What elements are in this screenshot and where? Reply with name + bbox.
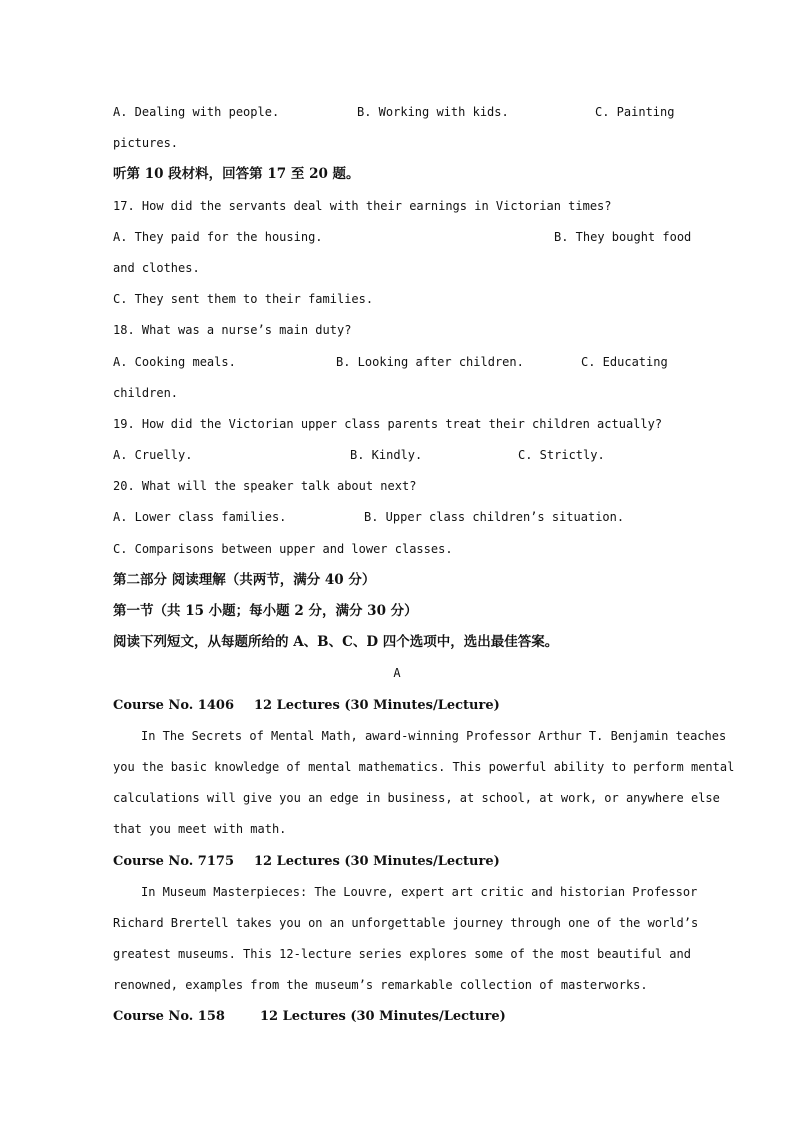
course-lectures: 12 Lectures (30 Minutes/Lecture): [254, 697, 500, 713]
course-number: Course No. 7175: [113, 853, 234, 869]
course-1406-header: [113, 690, 681, 721]
q17-options-row: [113, 222, 692, 253]
course-lectures: 12 Lectures (30 Minutes/Lecture): [254, 853, 500, 869]
q18-options-row: [113, 347, 681, 378]
q16-option-b: B. Working with kids.: [357, 105, 509, 119]
passage-label: A: [393, 666, 401, 681]
course-1406-text-line: you the basic knowledge of mental mathematics. This powerful ability to perform mental: [113, 759, 735, 774]
course-number: Course No. 158: [113, 1009, 225, 1025]
q16-option-c-continued: pictures.: [113, 136, 179, 151]
q16-option-a: A. Dealing with people.: [113, 105, 280, 119]
q17-stem: 17. How did the servants deal with their earnings in Victorian times?: [113, 198, 612, 213]
q19-option-c: C. Strictly.: [518, 448, 605, 463]
course-158-header: [113, 1001, 681, 1032]
q17-option-c: C. They sent them to their families.: [113, 292, 374, 307]
q20-stem: 20. What will the speaker talk about next?: [113, 479, 417, 494]
page-content: [113, 97, 735, 1033]
course-1406-text-line: that you meet with math.: [113, 822, 287, 837]
q18-option-a: A. Cooking meals.: [113, 354, 236, 369]
course-7175-header: [113, 846, 681, 877]
q16-option-c: C. Painting: [595, 105, 675, 119]
q20-option-c: C. Comparisons between upper and lower classes.: [113, 541, 453, 556]
q18-option-b: B. Looking after children.: [336, 354, 524, 369]
q18-option-c: C. Educating: [581, 354, 668, 369]
q20-option-a: A. Lower class families.: [113, 510, 287, 525]
course-1406-text-line: calculations will give you an edge in business, at school, at work, or anywhere else: [113, 791, 720, 806]
course-7175-text-line: In Museum Masterpieces: The Louvre, expert art critic and historian Professor: [141, 884, 698, 899]
q19-option-a: A. Cruelly.: [113, 448, 193, 463]
course-number: Course No. 1406: [113, 697, 234, 713]
part2-heading: 第二部分 阅读理解（共两节，满分 40 分）: [113, 571, 376, 588]
course-7175-text-line: Richard Brertell takes you on an unforgettable journey through one of the world’s: [113, 915, 699, 930]
course-lectures: 12 Lectures (30 Minutes/Lecture): [260, 1009, 506, 1025]
q18-stem: 18. What was a nurse’s main duty?: [113, 323, 352, 338]
q19-options-row: [113, 440, 681, 471]
q17-option-b-continued: and clothes.: [113, 260, 200, 275]
q16-options-row: [113, 97, 681, 128]
section-10-heading: 听第 10 段材料，回答第 17 至 20 题。: [113, 166, 360, 183]
q17-option-b: B. They bought food: [554, 229, 692, 244]
q18-option-c-continued: children.: [113, 385, 179, 400]
q20-option-b: B. Upper class children’s situation.: [364, 510, 625, 525]
q19-stem: 19. How did the Victorian upper class parents treat their children actually?: [113, 416, 663, 431]
course-1406-text-line: In The Secrets of Mental Math, award-winning Professor Arthur T. Benjamin teaches: [141, 728, 727, 743]
q20-options-row: [113, 502, 681, 533]
course-7175-text-line: renowned, examples from the museum’s remarkable collection of masterworks.: [113, 978, 648, 993]
q17-option-a: A. They paid for the housing.: [113, 229, 323, 244]
course-7175-text-line: greatest museums. This 12-lecture series explores some of the most beautiful and: [113, 947, 691, 962]
section1-heading: 第一节（共 15 小题；每小题 2 分，满分 30 分）: [113, 603, 418, 619]
q19-option-b: B. Kindly.: [350, 448, 423, 463]
reading-instruction: 阅读下列短文，从每题所给的 A、B、C、D 四个选项中，选出最佳答案。: [113, 634, 559, 651]
